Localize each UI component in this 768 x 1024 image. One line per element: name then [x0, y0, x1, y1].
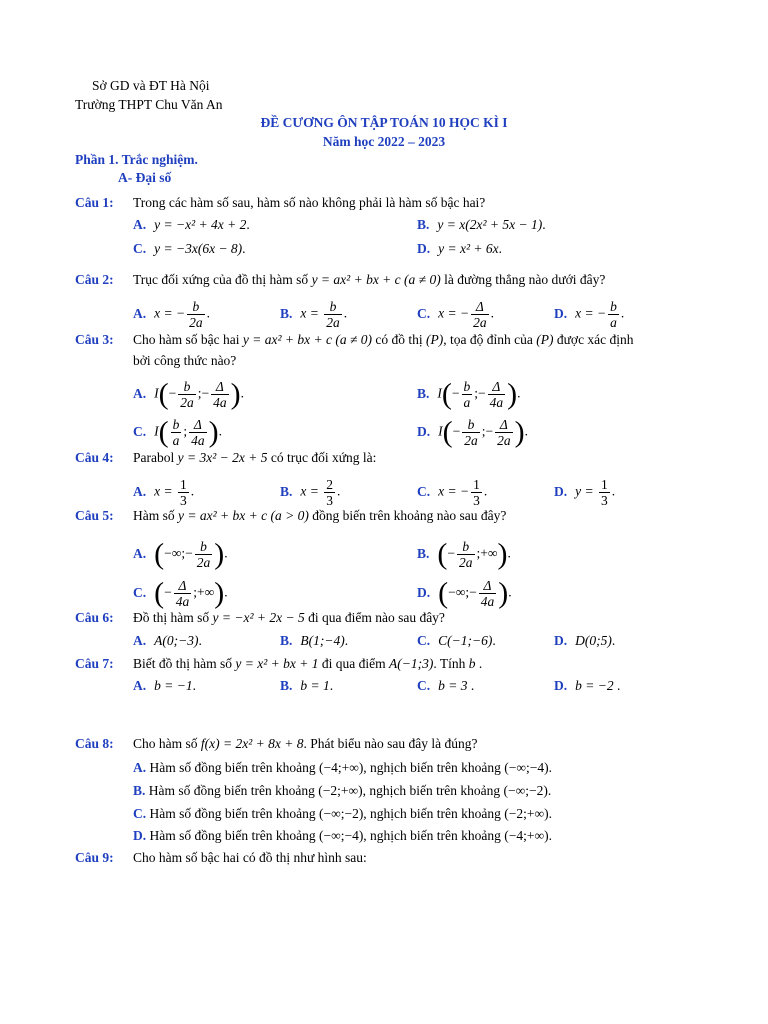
question-2-label: Câu 2:: [75, 272, 114, 287]
question-7-text: Biết đồ thị hàm số y = x² + bx + 1 đi qua điểm A(−1;3). Tính b .: [133, 656, 483, 671]
question-7-label: Câu 7:: [75, 656, 114, 671]
q2-option-d: D. x = − $\frac{b}{a}$ .: [554, 299, 625, 330]
q2-option-a: A. x = − $\frac{b}{2a}$ .: [133, 299, 210, 330]
question-4-label: Câu 4:: [75, 450, 114, 465]
question-3-label: Câu 3:: [75, 332, 114, 347]
question-1-text: Trong các hàm số sau, hàm số nào không phải là hàm số bậc hai?: [133, 195, 486, 210]
q8-option-c: C. Hàm số đồng biến trên khoảng (−∞;−2), nghịch biến trên khoảng (−2;+∞).: [133, 806, 552, 821]
q8-option-d: D. Hàm số đồng biến trên khoảng (−∞;−4), nghịch biến trên khoảng (−4;+∞).: [133, 828, 552, 843]
q6-option-a: A. A(0;−3).: [133, 633, 202, 648]
question-2-text: Trục đối xứng của đồ thị hàm số y = ax² + bx + c (a ≠ 0) là đường thẳng nào dưới đây?: [133, 272, 606, 287]
part-heading: Phần 1. Trắc nghiệm.: [75, 152, 198, 167]
document-title: ĐỀ CƯƠNG ÔN TẬP TOÁN 10 HỌC KÌ I: [260, 115, 508, 130]
q3-option-b: B. I(− $\frac{b}{a}$ ;− $\frac{\Delta}{4a}$ ).: [417, 377, 521, 411]
question-3-text: Cho hàm số bậc hai y = ax² + bx + c (a ≠ 0) có đồ thị (P), tọa độ đỉnh của (P) được xác định: [133, 332, 634, 347]
q1-option-a: A. y = −x² + 4x + 2.: [133, 217, 250, 232]
q6-option-b: B. B(1;−4).: [280, 633, 349, 648]
school-year: Năm học 2022 – 2023: [322, 134, 446, 149]
q5-option-d: D. (−∞;− $\frac{\Delta}{4a}$ ).: [417, 576, 512, 610]
q4-option-b: B. x = $\frac{2}{3}$ .: [280, 477, 341, 508]
question-5-label: Câu 5:: [75, 508, 114, 523]
question-6-label: Câu 6:: [75, 610, 114, 625]
q4-option-a: A. x = $\frac{1}{3}$ .: [133, 477, 195, 508]
q4-option-d: D. y = $\frac{1}{3}$ .: [554, 477, 616, 508]
question-9-label: Câu 9:: [75, 850, 114, 865]
question-5-text: Hàm số y = ax² + bx + c (a > 0) đồng biến trên khoảng nào sau đây?: [133, 508, 507, 523]
q8-option-a: A. Hàm số đồng biến trên khoảng (−4;+∞), nghịch biến trên khoảng (−∞;−4).: [133, 760, 552, 775]
q1-option-d: D. y = x² + 6x.: [417, 241, 502, 256]
q7-option-b: B. b = 1.: [280, 678, 334, 693]
q2-option-b: B. x = $\frac{b}{2a}$ .: [280, 299, 348, 330]
q1-option-b: B. y = x(2x² + 5x − 1).: [417, 217, 546, 232]
q4-option-c: C. x = − $\frac{1}{3}$ .: [417, 477, 488, 508]
q1-option-c: C. y = −3x(6x − 8).: [133, 241, 246, 256]
q6-option-c: C. C(−1;−6).: [417, 633, 496, 648]
question-8-label: Câu 8:: [75, 736, 114, 751]
question-3-text-line2: bởi công thức nào?: [133, 353, 237, 368]
q3-option-a: A. I(− $\frac{b}{2a}$ ;− $\frac{\Delta}{4a}$ ).: [133, 377, 244, 411]
question-9-text: Cho hàm số bậc hai có đồ thị như hình sau:: [133, 850, 367, 865]
q5-option-b: B. (− $\frac{b}{2a}$ ;+∞).: [417, 537, 511, 571]
question-8-text: Cho hàm số f(x) = 2x² + 8x + 8. Phát biểu nào sau đây là đúng?: [133, 736, 478, 751]
question-6-text: Đồ thị hàm số y = −x² + 2x − 5 đi qua điểm nào sau đây?: [133, 610, 445, 625]
q7-option-c: C. b = 3 .: [417, 678, 475, 693]
question-1-label: Câu 1:: [75, 195, 114, 210]
subsection-heading: A- Đại số: [118, 170, 172, 185]
q7-option-a: A. b = −1.: [133, 678, 196, 693]
q2-option-c: C. x = − $\frac{\Delta}{2a}$ .: [417, 299, 494, 330]
department-name: Sở GD và ĐT Hà Nội: [92, 78, 210, 93]
q5-option-a: A. (−∞;− $\frac{b}{2a}$ ).: [133, 537, 228, 571]
q6-option-d: D. D(0;5).: [554, 633, 616, 648]
q8-option-b: B. Hàm số đồng biến trên khoảng (−2;+∞), nghịch biến trên khoảng (−∞;−2).: [133, 783, 552, 798]
q3-option-c: C. I( $\frac{b}{a}$ ; $\frac{\Delta}{4a}$ ).: [133, 415, 223, 449]
q5-option-c: C. (− $\frac{\Delta}{4a}$ ;+∞).: [133, 576, 228, 610]
question-4-text: Parabol y = 3x² − 2x + 5 có trục đối xứng là:: [133, 450, 377, 465]
q7-option-d: D. b = −2 .: [554, 678, 621, 693]
school-name: Trường THPT Chu Văn An: [75, 97, 223, 112]
q3-option-d: D. I(− $\frac{b}{2a}$ ;− $\frac{\Delta}{2a}$ ).: [417, 415, 528, 449]
